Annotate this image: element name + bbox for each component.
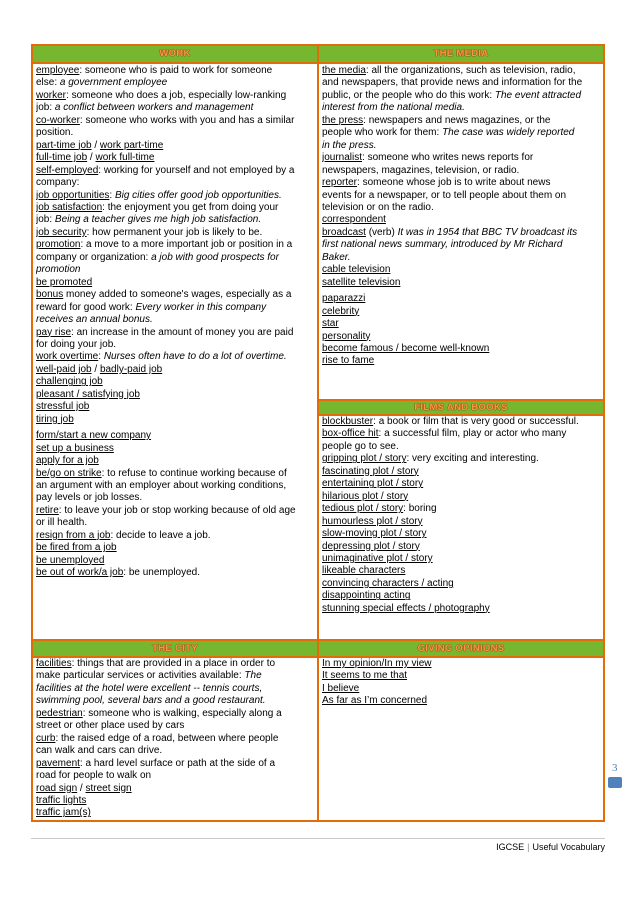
vocab-line xyxy=(36,177,316,189)
vocab-term: pay rise xyxy=(36,326,72,338)
vocab-term: curb xyxy=(36,732,56,744)
vocab-line xyxy=(322,553,602,565)
vocab-line xyxy=(36,190,316,202)
vocab-term: form/start a new company xyxy=(36,430,152,442)
definition-text: newspapers, magazines, television, or radio. xyxy=(322,164,520,176)
definition-text: : be unemployed. xyxy=(123,567,200,579)
vocab-line xyxy=(36,214,316,226)
vocab-line xyxy=(36,430,316,442)
vocab-line xyxy=(36,401,316,413)
vocab-line xyxy=(36,455,316,467)
vocab-line xyxy=(36,140,316,152)
vocab-term: challenging job xyxy=(36,376,103,388)
vocab-line xyxy=(36,658,316,670)
definition-text: Big cities offer good job opportunities. xyxy=(114,189,282,201)
footer-course: IGCSE xyxy=(496,842,525,852)
vocab-term: work part-time xyxy=(99,139,164,151)
vocab-line xyxy=(36,165,316,177)
page-footer xyxy=(496,842,605,852)
vocab-line xyxy=(322,190,602,202)
vocab-line xyxy=(36,227,316,239)
vocab-term: employee xyxy=(36,65,80,76)
vocab-line xyxy=(36,339,316,351)
definition-text: Every worker in this company xyxy=(135,301,267,313)
vocab-term: co-worker xyxy=(36,114,80,126)
definition-text: and newspapers, that provide news and information for the xyxy=(322,77,583,89)
vocab-line xyxy=(36,758,316,770)
definition-text: : someone who is walking, especially along a xyxy=(82,707,282,719)
vocab-term: part-time job xyxy=(36,139,92,151)
vocab-line xyxy=(36,289,316,301)
city-section xyxy=(36,658,316,818)
vocab-term: entertaining plot / story xyxy=(322,478,424,490)
vocab-line xyxy=(36,302,316,314)
vocab-line xyxy=(322,239,602,251)
vocab-term: likeable characters xyxy=(322,565,406,577)
vocab-line xyxy=(36,708,316,720)
vocab-term: job security xyxy=(36,226,87,238)
definition-text: a conflict between workers and management xyxy=(54,102,254,114)
vocab-term: job opportunities xyxy=(36,189,110,201)
definition-text: : a move to a more important job or position in a xyxy=(80,239,293,251)
column-divider xyxy=(317,46,319,820)
vocab-line xyxy=(322,127,602,139)
vocab-term: retire xyxy=(36,504,59,516)
definition-text: pay levels or job losses. xyxy=(36,492,143,504)
vocab-line xyxy=(322,565,602,577)
vocab-term: job satisfaction xyxy=(36,201,103,213)
vocab-term: worker xyxy=(36,89,67,101)
vocab-line xyxy=(322,140,602,152)
city-header: THE CITY xyxy=(33,641,317,656)
vocab-line xyxy=(322,264,602,276)
definition-text: : someone who works with you and has a similar xyxy=(79,114,295,126)
vocab-term: rise to fame xyxy=(322,355,375,367)
vocab-line xyxy=(36,480,316,492)
vocab-line xyxy=(322,102,602,114)
vocab-term: street sign xyxy=(85,782,132,794)
vocab-term: set up a business xyxy=(36,442,114,454)
definition-text: facilities at the hotel were excellent -- tennis courts, xyxy=(36,682,263,694)
films-header: FILMS AND BOOKS xyxy=(319,401,603,414)
definition-text: first national news summary, introduced by Mr Richard xyxy=(322,239,563,251)
vocab-term: box-office hit xyxy=(322,428,379,440)
vocab-term: traffic lights xyxy=(36,794,87,806)
vocab-term: work overtime xyxy=(36,351,99,363)
vocab-line xyxy=(36,351,316,363)
vocab-term: be promoted xyxy=(36,276,93,288)
vocab-line xyxy=(36,314,316,326)
definition-text: job: xyxy=(36,102,55,114)
vocab-term: pleasant / satisfying job xyxy=(36,388,140,400)
vocab-term: facilities xyxy=(36,658,72,669)
definition-text: : boring xyxy=(403,503,437,515)
work-section xyxy=(36,65,316,637)
definition-text: : to refuse to continue working because of xyxy=(101,467,287,479)
vocab-term: disappointing acting xyxy=(322,590,411,602)
definition-text: : someone who writes news reports for xyxy=(362,152,534,164)
vocab-line xyxy=(322,355,602,367)
vocab-term: cable television xyxy=(322,264,391,276)
definition-text: Baker. xyxy=(322,251,351,263)
vocab-line xyxy=(322,293,602,305)
vocab-term: bonus xyxy=(36,289,64,301)
definition-text: / xyxy=(77,782,86,794)
definition-text: else: xyxy=(36,77,60,89)
vocab-term: broadcast xyxy=(322,226,366,238)
definition-text: company or organization: xyxy=(36,251,152,263)
media-section xyxy=(322,65,602,398)
vocab-term: badly-paid job xyxy=(99,363,163,375)
definition-text: : a hard level surface or path at the side of a xyxy=(79,757,276,769)
definition-text: : decide to leave a job. xyxy=(110,529,211,541)
definition-text: : working for yourself and not employed by a xyxy=(98,164,295,176)
vocab-line xyxy=(322,277,602,289)
opinions-header: GIVING OPINIONS xyxy=(319,641,603,656)
vocab-line xyxy=(322,65,602,77)
definition-text: Being a teacher gives me high job satisfaction. xyxy=(54,214,262,226)
vocab-line xyxy=(322,343,602,355)
definition-text: a job with good prospects for xyxy=(151,251,279,263)
definition-text: : xyxy=(109,189,115,201)
vocab-line xyxy=(322,541,602,553)
vocab-line xyxy=(36,745,316,757)
vocab-term: resign from a job xyxy=(36,529,111,541)
vocab-line xyxy=(36,252,316,264)
footer-divider xyxy=(31,838,605,839)
definition-text: money added to someone's wages, especially as a xyxy=(63,289,292,301)
definition-text: in the press. xyxy=(322,139,377,151)
vocab-line xyxy=(36,555,316,567)
vocab-line xyxy=(322,306,602,318)
vocab-line xyxy=(322,683,602,695)
vocab-term: be unemployed xyxy=(36,554,105,566)
vocab-term: star xyxy=(322,318,339,330)
vocab-term: reporter xyxy=(322,177,358,189)
definition-text: receives an annual bonus. xyxy=(36,314,153,326)
vocab-line xyxy=(36,770,316,782)
vocab-term: well-paid job xyxy=(36,363,92,375)
vocab-line xyxy=(322,165,602,177)
definition-text: / xyxy=(91,139,100,151)
vocab-term: depressing plot / story xyxy=(322,540,420,552)
definition-text: : the raised edge of a road, between where people xyxy=(55,732,279,744)
vocab-term: pedestrian xyxy=(36,707,83,719)
work-header: WORK xyxy=(33,46,317,62)
definition-text: job: xyxy=(36,214,55,226)
vocab-term: As far as I’m concerned xyxy=(322,695,428,707)
vocab-line xyxy=(322,77,602,89)
vocab-term: the media xyxy=(322,65,366,76)
vocab-term: personality xyxy=(322,330,371,342)
vocab-line xyxy=(322,252,602,264)
vocab-term: It seems to me that xyxy=(322,670,408,682)
definition-text: a government employee xyxy=(59,77,168,89)
media-header: THE MEDIA xyxy=(319,46,603,62)
vocab-term: traffic jam(s) xyxy=(36,807,91,818)
vocab-line xyxy=(36,327,316,339)
definition-text: : xyxy=(98,351,104,363)
vocab-line xyxy=(322,491,602,503)
vocab-line xyxy=(36,542,316,554)
vocab-line xyxy=(322,202,602,214)
definition-text: television or on the radio. xyxy=(322,201,434,213)
definition-text: company: xyxy=(36,177,80,189)
vocab-line xyxy=(36,695,316,707)
vocab-line xyxy=(322,590,602,602)
definition-text: promotion xyxy=(36,264,81,276)
definition-text: can walk and cars can drive. xyxy=(36,745,163,757)
vocab-term: road sign xyxy=(36,782,78,794)
page-tab-marker xyxy=(608,777,622,788)
vocab-line xyxy=(36,505,316,517)
definition-text: The case was widely reported xyxy=(442,127,575,139)
definition-text: reward for good work: xyxy=(36,301,136,313)
vocab-line xyxy=(322,227,602,239)
vocab-line xyxy=(36,670,316,682)
vocab-line xyxy=(36,277,316,289)
definition-text: road for people to walk on xyxy=(36,770,152,782)
vocab-term: self-employed xyxy=(36,164,99,176)
definition-text: an argument with an employer about working conditions, xyxy=(36,479,287,491)
vocab-line xyxy=(322,503,602,515)
vocab-line xyxy=(36,102,316,114)
vocab-line xyxy=(36,389,316,401)
vocab-term: slow-moving plot / story xyxy=(322,528,427,540)
vocab-line xyxy=(36,264,316,276)
vocab-line xyxy=(36,414,316,426)
definition-text: : an increase in the amount of money you are paid xyxy=(71,326,294,338)
vocab-line xyxy=(36,733,316,745)
vocab-line xyxy=(36,807,316,818)
vocab-line xyxy=(322,528,602,540)
vocab-line xyxy=(36,364,316,376)
vocab-term: In my opinion/In my view xyxy=(322,658,432,669)
vocab-line xyxy=(322,428,602,440)
vocab-line xyxy=(36,376,316,388)
definition-text: Nurses often have to do a lot of overtime. xyxy=(103,351,287,363)
vocab-line xyxy=(322,516,602,528)
definition-text: for doing your job. xyxy=(36,338,117,350)
vocab-line xyxy=(322,331,602,343)
vocab-term: humourless plot / story xyxy=(322,515,423,527)
vocab-term: pavement xyxy=(36,757,80,769)
vocab-term: correspondent xyxy=(322,214,386,226)
vocab-line xyxy=(36,683,316,695)
vocab-line xyxy=(36,239,316,251)
vocab-line xyxy=(322,177,602,189)
vocab-line xyxy=(322,466,602,478)
definition-text: : someone who is paid to work for someone xyxy=(79,65,273,76)
definition-text: interest from the national media. xyxy=(322,102,465,114)
definition-text: : to leave your job or stop working because of old age xyxy=(58,504,296,516)
vocab-line xyxy=(322,318,602,330)
vocab-line xyxy=(36,783,316,795)
vocab-term: be/go on strike xyxy=(36,467,102,479)
vocab-line xyxy=(36,115,316,127)
vocab-term: paparazzi xyxy=(322,293,366,305)
definition-text: swimming pool, several bars and a good restaurant. xyxy=(36,695,266,707)
definition-text: The event attracted xyxy=(494,89,582,101)
vocab-line xyxy=(322,152,602,164)
definition-text: : newspapers and news magazines, or the xyxy=(363,114,551,126)
definition-text: (verb) xyxy=(365,226,398,238)
vocab-term: celebrity xyxy=(322,305,360,317)
vocab-term: gripping plot / story xyxy=(322,453,407,465)
vocab-line xyxy=(322,603,602,615)
definition-text: : how permanent your job is likely to be. xyxy=(86,226,263,238)
definition-text: people who work for them: xyxy=(322,127,443,139)
definition-text: make particular services or activities available: xyxy=(36,670,245,682)
vocab-line xyxy=(322,453,602,465)
vocab-term: unimaginative plot / story xyxy=(322,552,433,564)
vocab-term: hilarious plot / story xyxy=(322,490,409,502)
definition-text: : a successful film, play or actor who many xyxy=(378,428,567,440)
vocab-line xyxy=(36,127,316,139)
vocab-term: apply for a job xyxy=(36,455,99,467)
definition-text: street or other place used by cars xyxy=(36,720,185,732)
vocab-term: work full-time xyxy=(95,152,155,164)
vocab-term: the press xyxy=(322,114,364,126)
footer-separator: | xyxy=(527,842,530,852)
vocab-term: be out of work/a job xyxy=(36,567,124,579)
vocab-term: convincing characters / acting xyxy=(322,577,454,589)
definition-text: : the enjoyment you get from doing your xyxy=(102,201,279,213)
definition-text: or ill health. xyxy=(36,517,88,529)
vocab-term: become famous / become well-known xyxy=(322,342,490,354)
definition-text: : someone who does a job, especially low-ranking xyxy=(66,89,287,101)
definition-text: It was in 1954 that BBC TV broadcast its xyxy=(397,226,578,238)
vocab-term: be fired from a job xyxy=(36,542,117,554)
vocab-line xyxy=(36,492,316,504)
definition-text: : all the organizations, such as television, radio, xyxy=(365,65,576,76)
vocab-line xyxy=(322,214,602,226)
definition-text: The xyxy=(244,670,262,682)
vocab-line xyxy=(36,720,316,732)
vocab-line xyxy=(322,416,602,428)
vocab-term: fascinating plot / story xyxy=(322,465,419,477)
vocab-term: I believe xyxy=(322,682,360,694)
vocab-term: stressful job xyxy=(36,401,90,413)
vocab-term: tiring job xyxy=(36,413,74,425)
definition-text: events for a newspaper, or to tell people about them on xyxy=(322,189,567,201)
vocab-line xyxy=(36,65,316,77)
vocab-line xyxy=(322,695,602,707)
vocab-line xyxy=(36,530,316,542)
definition-text: : things that are provided in a place in order to xyxy=(71,658,276,669)
vocab-line xyxy=(36,517,316,529)
footer-title: Useful Vocabulary xyxy=(532,842,605,852)
vocab-line xyxy=(322,578,602,590)
vocabulary-table xyxy=(31,44,605,822)
vocab-line xyxy=(322,90,602,102)
row-divider-top xyxy=(33,62,603,64)
definition-text: people go to see. xyxy=(322,440,399,452)
vocab-line xyxy=(322,658,602,670)
vocab-line xyxy=(36,152,316,164)
definition-text: : very exciting and interesting. xyxy=(406,453,539,465)
page-number: 3 xyxy=(612,762,618,774)
vocab-term: full-time job xyxy=(36,152,88,164)
vocab-line xyxy=(36,567,316,579)
vocab-term: satellite television xyxy=(322,276,401,288)
definition-text: / xyxy=(91,363,100,375)
definition-text: position. xyxy=(36,127,74,139)
vocab-line xyxy=(322,115,602,127)
definition-text: : someone whose job is to write about news xyxy=(357,177,551,189)
vocab-term: tedious plot / story xyxy=(322,503,404,515)
vocab-term: journalist xyxy=(322,152,363,164)
vocab-line xyxy=(36,202,316,214)
vocab-line xyxy=(322,670,602,682)
vocab-line xyxy=(36,77,316,89)
vocab-term: promotion xyxy=(36,239,81,251)
vocab-line xyxy=(322,478,602,490)
opinions-section xyxy=(322,658,602,818)
vocab-line xyxy=(36,795,316,807)
vocab-line xyxy=(36,443,316,455)
definition-text: / xyxy=(87,152,96,164)
vocab-line xyxy=(36,90,316,102)
definition-text: : a book or film that is very good or successful. xyxy=(373,416,579,427)
definition-text: public, or the people who do this work: xyxy=(322,89,495,101)
vocab-term: blockbuster xyxy=(322,416,374,427)
vocab-line xyxy=(36,468,316,480)
vocab-term: stunning special effects / photography xyxy=(322,602,490,614)
vocab-line xyxy=(322,441,602,453)
films-section xyxy=(322,416,602,638)
